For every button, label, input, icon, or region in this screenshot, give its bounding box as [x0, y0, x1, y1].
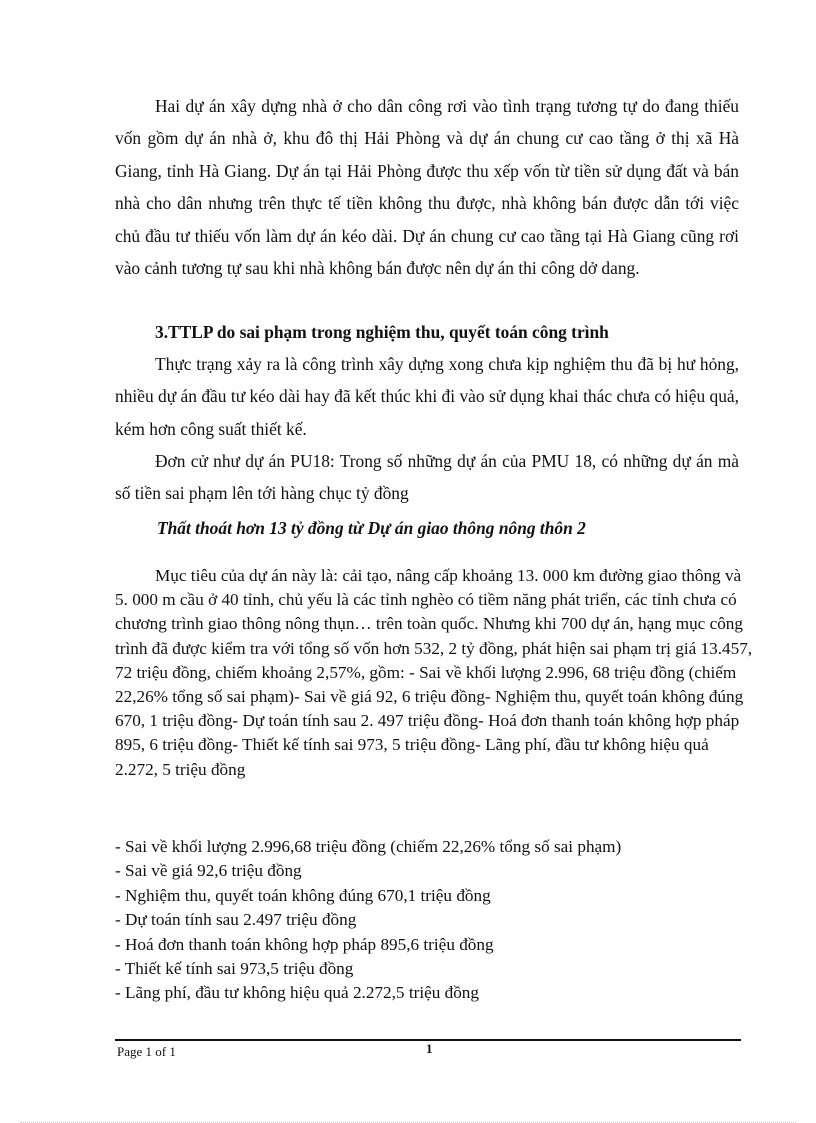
paragraph-pu18-example: Đơn cử như dự án PU18: Trong số những dự án của PMU 18, có những dự án mà số tiền sai phạm lên tới hàng chục tỷ đồng: [115, 451, 739, 504]
paragraph-project-objective: Mục tiêu của dự án này là: cải tạo, nâng cấp khoảng 13. 000 km đường giao thông và 5. 000 m cầu ở 40 tỉnh, chủ yếu là các tỉnh nghèo có tiềm năng phát triển, các tỉnh chưa có chương trình giao thông nông thụn… trên toàn quốc. Nhưng khi 700 dự án, hạng mục công trình đã được kiểm tra với tổng số vốn hơn 532, 2 tỷ đồng, phát hiện sai phạm trị giá 13.457, 72 triệu đồng, chiếm khoảng 2,57%, gồm: - Sai về khối lượng 2.996, 68 triệu đồng (chiếm 22,26% tổng số sai phạm)- Sai về giá 92, 6 triệu đồng- Nghiệm thu, quyết toán không đúng 670, 1 triệu đồng- Dự toán tính sau 2. 497 triệu đồng- Hoá đơn thanh toán không hợp pháp 895, 6 triệu đồng- Thiết kế tính sai 973, 5 triệu đồng- Lãng phí, đầu tư không hiệu quả 2.272, 5 triệu đồng: [115, 566, 753, 779]
violation-list: [115, 835, 621, 1006]
list-item: - Sai về khối lượng 2.996,68 triệu đồng (chiếm 22,26% tổng số sai phạm): [115, 837, 622, 856]
list-item: - Hoá đơn thanh toán không hợp pháp 895,6 triệu đồng: [115, 934, 494, 954]
list-item: - Nghiệm thu, quyết toán không đúng 670,1 triệu đồng: [115, 885, 491, 905]
list-item: - Thiết kế tính sai 973,5 triệu đồng: [115, 959, 354, 979]
paragraph-housing-projects: Hai dự án xây dựng nhà ở cho dân công rơi vào tình trạng tương tự do đang thiếu vốn gồm dự án nhà ở, khu đô thị Hải Phòng và dự án chung cư cao tầng ở thị xã Hà Giang, tỉnh Hà Giang. Dự án tại Hải Phòng được thu xếp vốn từ tiền sử dụng đất và bán nhà cho dân nhưng trên thực tế tiền không thu được, nhà không bán được dẫn tới việc chủ đầu tư thiếu vốn làm dự án kéo dài. Dự án chung cư cao tầng tại Hà Giang cũng rơi vào cảnh tương tự sau khi nhà không bán được nên dự án thi công dở dang.: [115, 96, 739, 279]
subheading-rural-transport: Thất thoát hơn 13 tỷ đồng từ Dự án giao thông nông thôn 2: [157, 518, 586, 538]
list-item: - Sai về giá 92,6 triệu đồng: [115, 861, 302, 881]
paragraph-current-situation: Thực trạng xảy ra là công trình xây dựng xong chưa kịp nghiệm thu đã bị hư hỏng, nhiều dự án đầu tư kéo dài hay đã kết thúc khi đi vào sử dụng khai thác chưa có hiệu quả, kém hơn công suất thiết kế.: [115, 354, 739, 439]
footer-page-label: Page 1 of 1: [117, 1044, 176, 1059]
list-item: - Lãng phí, đầu tư không hiệu quả 2.272,5 triệu đồng: [115, 983, 479, 1003]
footer-page-number: 1: [426, 1041, 433, 1056]
section-heading: 3.TTLP do sai phạm trong nghiệm thu, quyết toán công trình: [155, 322, 609, 342]
list-item: - Dự toán tính sau 2.497 triệu đồng: [115, 910, 357, 930]
